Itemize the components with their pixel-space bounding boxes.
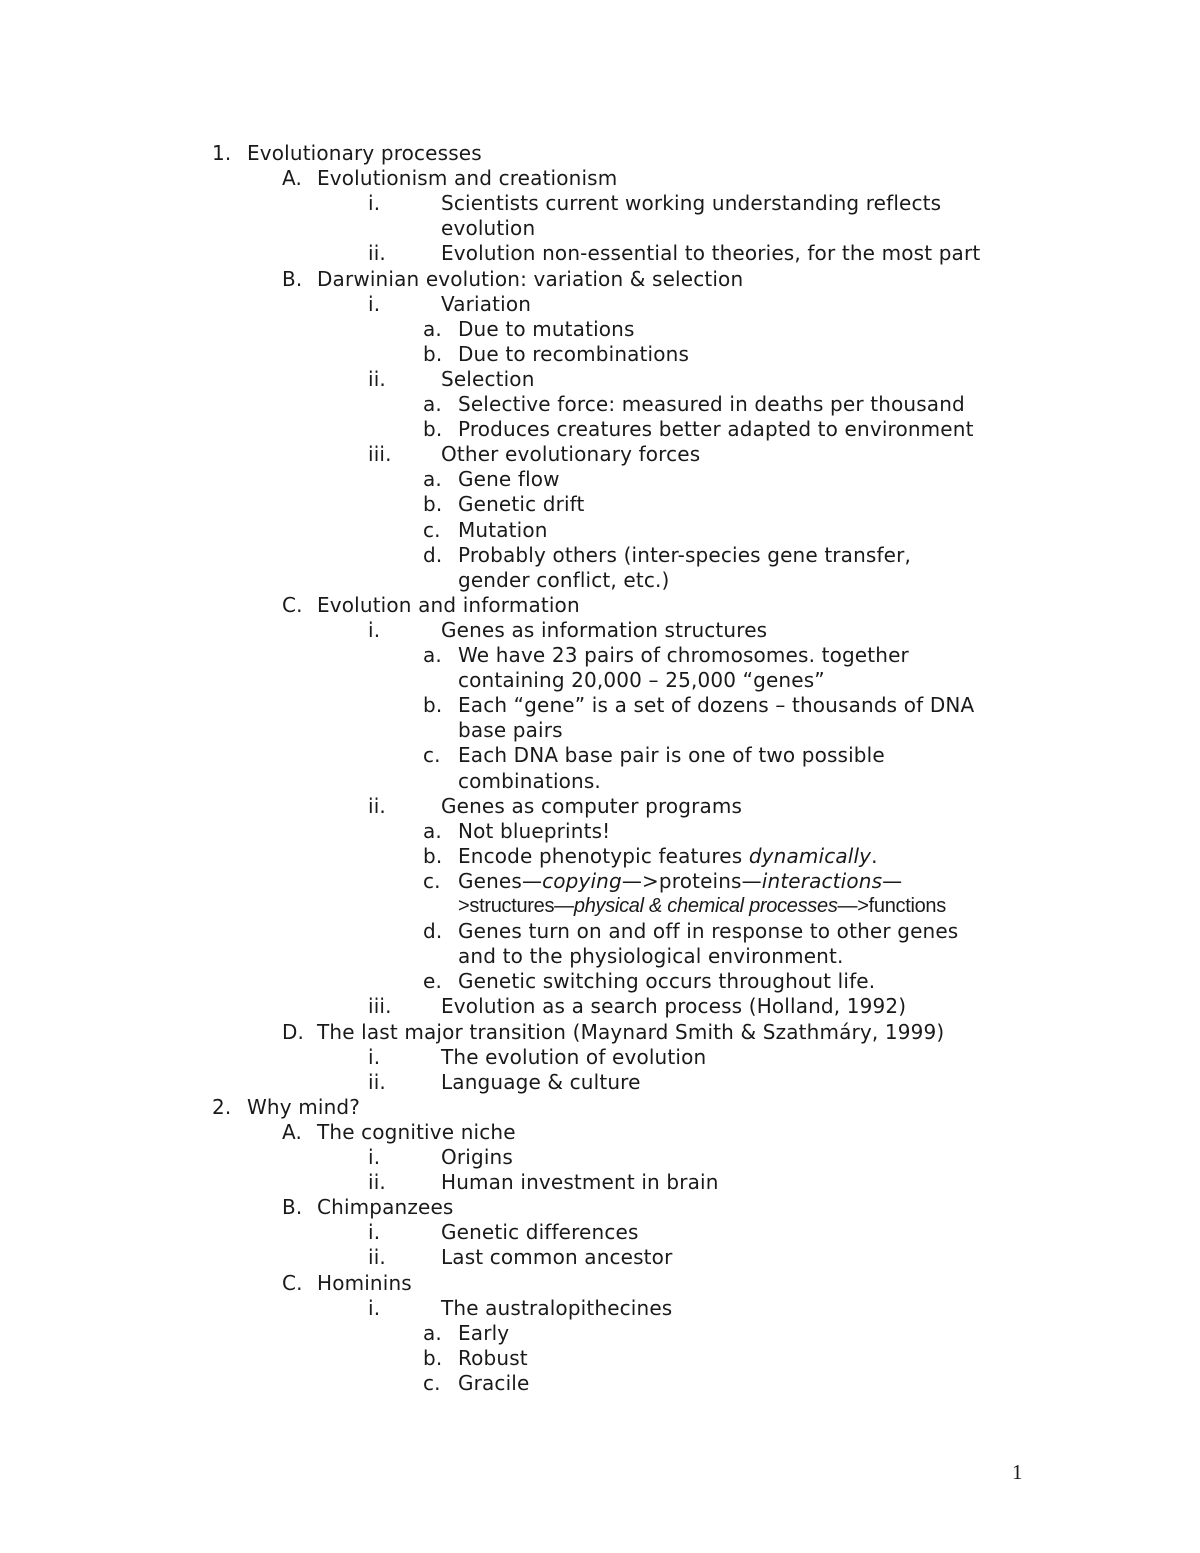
outline-marker: c. xyxy=(423,868,441,893)
outline-marker: i. xyxy=(368,1295,381,1320)
outline-text: The australopithecines xyxy=(441,1295,673,1320)
italic-text: interactions xyxy=(761,868,883,893)
outline-text: Selection xyxy=(441,366,535,391)
outline-marker: D. xyxy=(282,1019,305,1044)
outline-text: Hominins xyxy=(317,1270,412,1295)
italic-text: copying xyxy=(542,868,622,893)
text-segment: —>functions xyxy=(837,895,946,917)
outline-marker: C. xyxy=(282,1270,303,1295)
outline-text: Genetic switching occurs throughout life. xyxy=(458,969,876,994)
outline-marker: e. xyxy=(423,969,442,994)
outline-marker: 1. xyxy=(212,141,232,165)
outline-marker: i. xyxy=(368,1220,381,1245)
outline-text: Gracile xyxy=(458,1370,530,1395)
outline-text: The cognitive niche xyxy=(317,1119,516,1144)
outline-text: Evolutionary processes xyxy=(247,141,482,165)
italic-text: dynamically xyxy=(748,843,872,868)
outline-marker: ii. xyxy=(368,793,386,818)
text-segment: Genes— xyxy=(458,868,543,893)
outline-text: Human investment in brain xyxy=(441,1170,719,1195)
outline-marker: ii. xyxy=(368,241,386,266)
outline-text: Scientists current working understanding reflects xyxy=(441,191,942,216)
outline-text: base pairs xyxy=(458,718,563,743)
outline-text: Genes as computer programs xyxy=(441,793,743,818)
outline-marker: A. xyxy=(282,1119,302,1144)
outline-text: Origins xyxy=(441,1145,513,1169)
outline-text: Mutation xyxy=(458,517,548,542)
outline-marker: B. xyxy=(282,266,303,291)
outline-marker: b. xyxy=(423,341,443,366)
outline-text: Last common ancestor xyxy=(441,1245,673,1270)
outline-text: combinations. xyxy=(458,768,601,793)
outline-text: evolution xyxy=(441,216,536,241)
outline-marker: a. xyxy=(423,467,442,492)
outline-marker: i. xyxy=(368,1145,381,1169)
outline-marker: b. xyxy=(423,492,443,517)
outline-marker: a. xyxy=(423,392,442,416)
outline-marker: b. xyxy=(423,417,443,442)
outline-marker: a. xyxy=(423,818,442,843)
outline-marker: ii. xyxy=(368,1245,386,1270)
outline-text: Evolution as a search process (Holland, 1992) xyxy=(441,994,907,1019)
outline-text: Not blueprints! xyxy=(458,818,611,843)
outline-text: The evolution of evolution xyxy=(441,1044,707,1069)
outline-text: Each DNA base pair is one of two possible xyxy=(458,743,885,768)
outline-text: Selective force: measured in deaths per thousand xyxy=(458,392,965,416)
outline-marker: i. xyxy=(368,1044,381,1069)
outline-text xyxy=(458,844,878,869)
outline-text: Genetic drift xyxy=(458,492,585,517)
outline-marker: iii. xyxy=(368,442,392,467)
outline-text: We have 23 pairs of chromosomes. together xyxy=(458,643,909,667)
outline-marker: ii. xyxy=(368,1069,386,1094)
outline-marker: a. xyxy=(423,316,442,341)
outline-marker: b. xyxy=(423,1345,443,1370)
outline-marker: 2. xyxy=(212,1094,232,1119)
outline-text: Chimpanzees xyxy=(317,1195,454,1220)
outline-marker: iii. xyxy=(368,994,392,1019)
outline-text: Early xyxy=(458,1320,510,1345)
outline-text: gender conflict, etc.) xyxy=(458,567,670,592)
outline-text xyxy=(458,869,902,894)
outline-text: Probably others (inter-species gene transfer, xyxy=(458,542,912,567)
outline-text: Due to recombinations xyxy=(458,341,690,366)
outline-marker: d. xyxy=(423,542,443,567)
outline-marker: c. xyxy=(423,743,441,768)
outline-marker: i. xyxy=(368,191,381,216)
outline-marker: a. xyxy=(423,643,442,667)
outline-marker: A. xyxy=(282,166,302,191)
outline-marker: C. xyxy=(282,592,303,617)
outline-marker: ii. xyxy=(368,1170,386,1195)
text-segment: >structures— xyxy=(458,895,574,917)
text-segment: . xyxy=(871,843,878,868)
italic-text: physical & chemical processes xyxy=(573,895,838,917)
outline-marker: ii. xyxy=(368,366,386,391)
text-segment: —>proteins— xyxy=(621,868,762,893)
outline-text: Gene flow xyxy=(458,467,560,492)
outline-text: containing 20,000 – 25,000 “genes” xyxy=(458,668,825,693)
outline-text: Each “gene” is a set of dozens – thousands of DNA xyxy=(458,693,975,718)
outline-text: Variation xyxy=(441,291,532,316)
outline-marker: B. xyxy=(282,1195,303,1220)
outline-text: Evolution non-essential to theories, for the most part xyxy=(441,241,981,266)
outline-text: Genes as information structures xyxy=(441,617,768,642)
outline-text: Genetic differences xyxy=(441,1220,639,1245)
outline-text: Evolutionism and creationism xyxy=(317,166,618,191)
outline-marker: d. xyxy=(423,919,443,944)
outline-marker: c. xyxy=(423,1370,441,1395)
outline-marker: b. xyxy=(423,843,443,868)
outline-marker: i. xyxy=(368,617,381,642)
outline-marker: b. xyxy=(423,693,443,718)
outline-text: Other evolutionary forces xyxy=(441,442,701,467)
outline-text: Genes turn on and off in response to other genes xyxy=(458,919,959,944)
outline-text: Due to mutations xyxy=(458,316,635,341)
outline-text: Robust xyxy=(458,1345,528,1370)
page-number: 1 xyxy=(1012,1460,1023,1484)
outline-text: Evolution and information xyxy=(317,592,580,617)
outline-marker: i. xyxy=(368,291,381,316)
outline-text: Produces creatures better adapted to environment xyxy=(458,417,974,442)
outline-text xyxy=(458,894,946,919)
text-segment: — xyxy=(882,868,903,893)
outline-text: Why mind? xyxy=(247,1094,361,1119)
outline-text: Language & culture xyxy=(441,1069,641,1094)
outline-marker: c. xyxy=(423,517,441,542)
outline-text: The last major transition (Maynard Smith & Szathmáry, 1999) xyxy=(317,1019,945,1044)
outline-marker: a. xyxy=(423,1320,442,1345)
text-segment: Encode phenotypic features xyxy=(458,843,749,868)
outline-text: Darwinian evolution: variation & selection xyxy=(317,266,744,291)
outline-text: and to the physiological environment. xyxy=(458,944,844,969)
